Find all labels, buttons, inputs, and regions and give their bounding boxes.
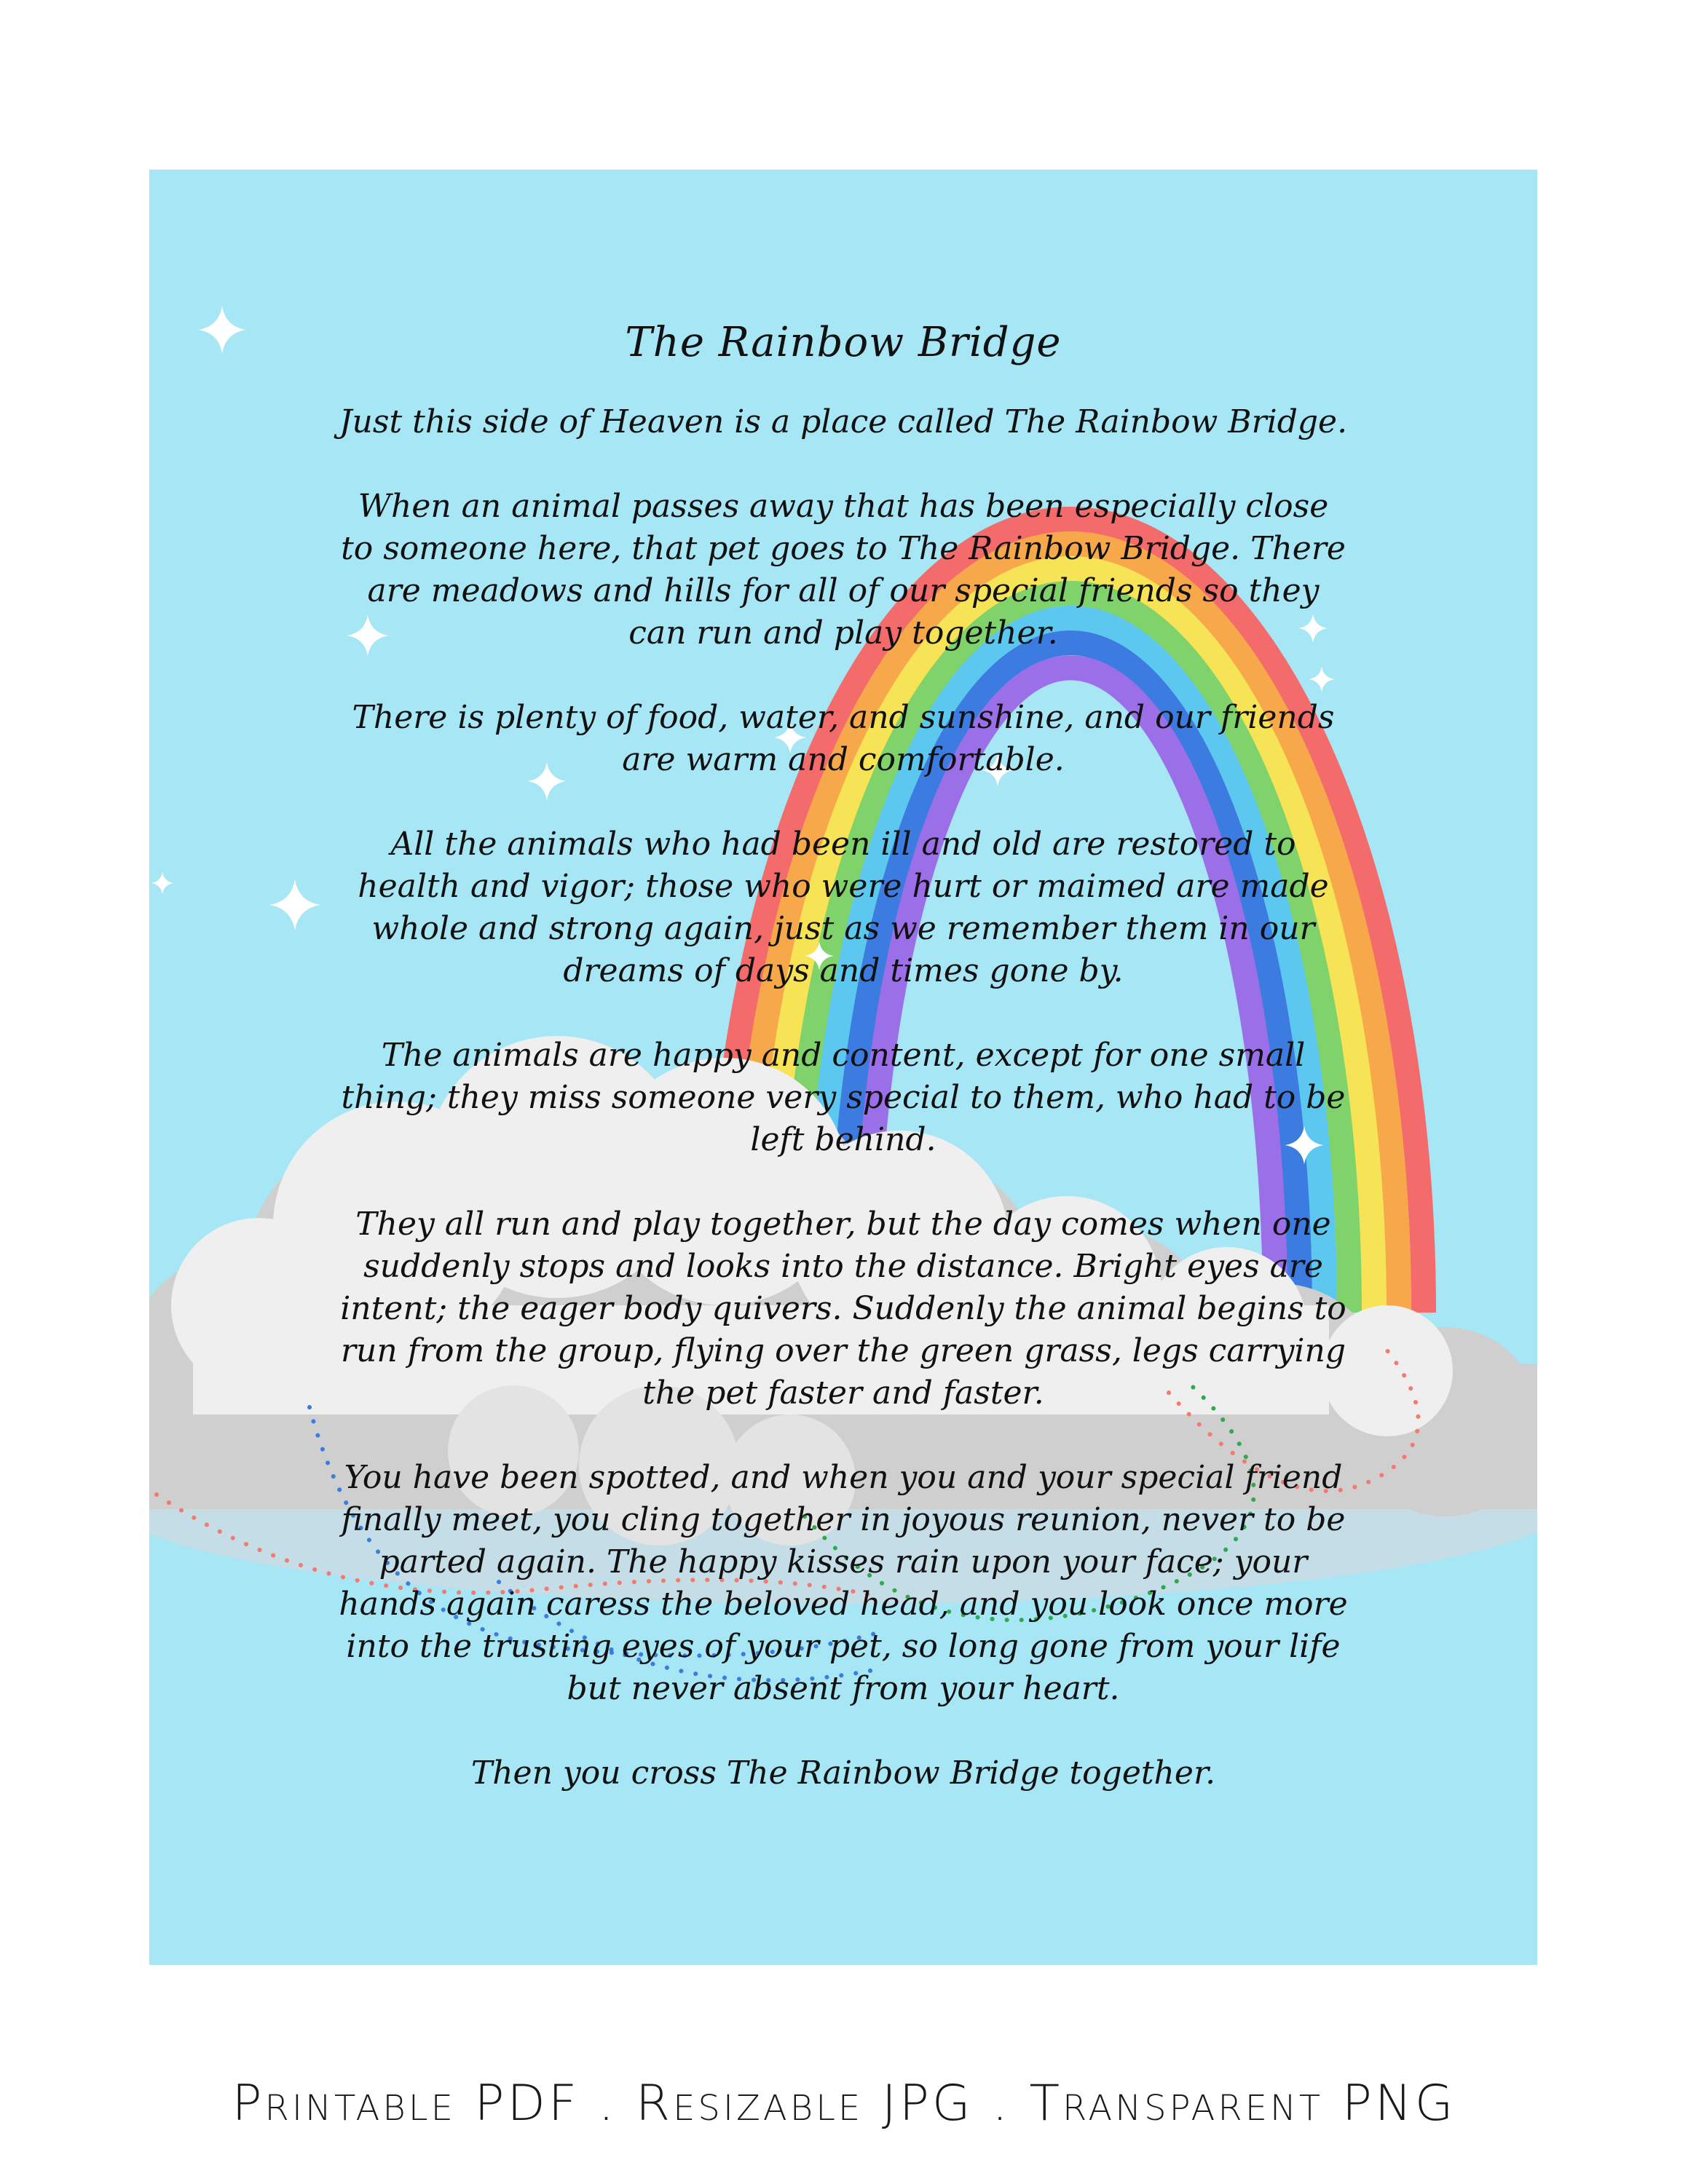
poem-line: They all run and play together, but the day comes when one: [355, 1206, 1331, 1243]
poem-line: to someone here, that pet goes to The Rainbow Bridge. There: [341, 530, 1346, 567]
poem-line: The animals are happy and content, except for one small: [381, 1037, 1306, 1074]
poem-line: There is plenty of food, water, and sunshine, and our friends: [352, 699, 1335, 736]
poem-line: You have been spotted, and when you and your special friend: [344, 1459, 1343, 1496]
poem-line: Just this side of Heaven is a place called The Rainbow Bridge.: [339, 403, 1348, 440]
poem-line: dreams of days and times gone by.: [563, 952, 1124, 989]
poem-title: The Rainbow Bridge: [625, 319, 1062, 366]
poem-stanza: [288, 401, 1399, 443]
poem-stanza: [288, 1752, 1399, 1795]
poem-line: All the animals who had been ill and old are restored to: [390, 826, 1296, 863]
poem-line: whole and strong again, just as we remember them in our: [371, 910, 1315, 947]
poem-line: left behind.: [750, 1121, 936, 1158]
poem-stanza: [288, 1203, 1399, 1415]
poem-line: the pet faster and faster.: [642, 1374, 1044, 1412]
poem-line: but never absent from your heart.: [567, 1670, 1120, 1707]
poem-line: thing; they miss someone very special to them, who had to be: [341, 1079, 1346, 1116]
poem-line: hands again caress the beloved head, and you look once more: [339, 1586, 1348, 1623]
poem-stanza: [288, 1457, 1399, 1710]
poem-line: Then you cross The Rainbow Bridge together.: [470, 1754, 1216, 1792]
poem-line: finally meet, you cling together in joyous reunion, never to be: [341, 1501, 1346, 1538]
poem-line: intent; the eager body quivers. Suddenly the animal begins to: [340, 1290, 1346, 1327]
poem-line: are warm and comfortable.: [622, 741, 1065, 778]
poem-stanza: [288, 486, 1399, 654]
poster: [149, 170, 1537, 1965]
poem-line: into the trusting eyes of your pet, so long gone from your life: [346, 1628, 1341, 1665]
product-formats-caption: Printable PDF . Resizable JPG . Transparent PNG: [232, 2075, 1456, 2132]
poem-line: When an animal passes away that has been especially close: [358, 488, 1329, 525]
poem-line: can run and play together.: [628, 614, 1058, 652]
poem-line: suddenly stops and looks into the distance. Bright eyes are: [363, 1248, 1323, 1285]
poem-line: health and vigor; those who were hurt or maimed are made: [358, 868, 1329, 905]
poem-stanza: [288, 1034, 1399, 1161]
poem-line: parted again. The happy kisses rain upon your face; your: [379, 1543, 1308, 1580]
poem-stanza: [288, 697, 1399, 781]
poem-line: are meadows and hills for all of our special friends so they: [367, 572, 1320, 609]
poem-line: run from the group, flying over the green grass, legs carrying: [340, 1332, 1346, 1369]
poem-stanza: [288, 823, 1399, 992]
poem: [288, 315, 1399, 1837]
